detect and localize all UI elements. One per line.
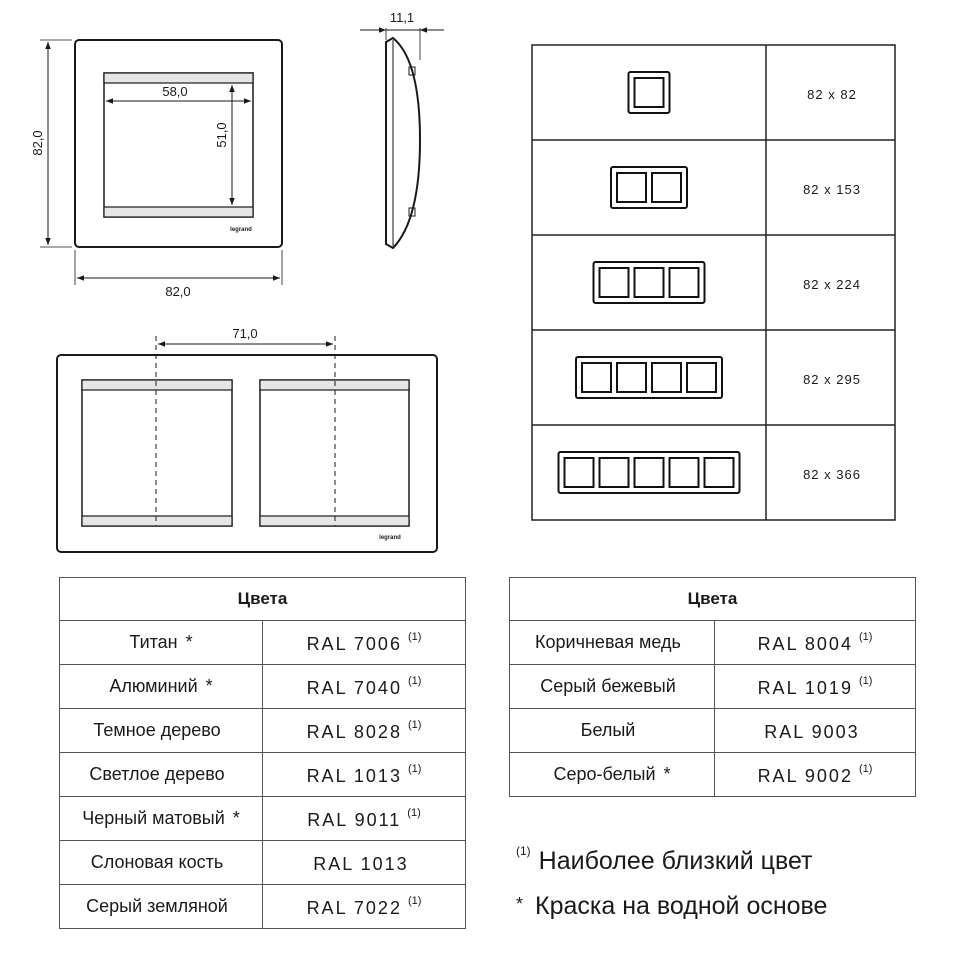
table-row — [60, 797, 466, 841]
frame-side-profile — [360, 28, 444, 248]
dim-depth-label: 11,1 — [389, 10, 415, 25]
table-row — [60, 709, 466, 753]
size-label: 82 x 153 — [803, 182, 861, 197]
ral-code: RAL 7006 — [306, 633, 402, 654]
ral-code: RAL 8004 — [757, 633, 853, 654]
footnote-mark: (1) — [407, 762, 422, 775]
gang-frame-icon — [611, 167, 687, 208]
footnote-mark: (1) — [858, 630, 873, 643]
star-text: Краска на водной основе — [535, 892, 828, 920]
water-based-mark: * — [205, 676, 213, 696]
water-based-mark: * — [185, 632, 193, 652]
color-name: Серо-белый — [553, 764, 656, 784]
ral-code: RAL 8028 — [306, 721, 402, 742]
gang-opening — [617, 363, 646, 392]
dim-frame-height-label: 82,0 — [30, 130, 45, 156]
color-name: Светлое дерево — [89, 764, 225, 784]
color-name: Слоновая кость — [90, 852, 224, 872]
table-row — [510, 621, 916, 665]
ral-code: RAL 9011 — [307, 809, 402, 830]
gang-opening — [565, 458, 594, 487]
gang-opening — [670, 268, 699, 297]
ral-code: RAL 1013 — [306, 765, 402, 786]
water-based-mark: * — [232, 808, 240, 828]
star-note — [516, 883, 827, 928]
table-row — [510, 709, 916, 753]
gang-opening — [652, 173, 681, 202]
size-label: 82 x 224 — [803, 277, 861, 292]
table-row — [510, 753, 916, 797]
dim-frame-width-label: 82,0 — [165, 284, 191, 299]
brand-logo-double: legrand — [379, 535, 401, 541]
colors-table-header: Цвета — [60, 578, 466, 621]
dim-pitch-label: 71,0 — [232, 326, 258, 341]
colors-table-right — [509, 577, 916, 797]
gang-opening — [705, 458, 734, 487]
dim-opening-height-label: 51,0 — [214, 122, 229, 148]
ral-code: RAL 7022 — [306, 897, 402, 918]
gang-opening — [600, 458, 629, 487]
colors-table-header: Цвета — [510, 578, 916, 621]
color-name: Серый бежевый — [540, 676, 676, 696]
footnote-mark: (1) — [858, 674, 873, 687]
color-name: Серый земляной — [86, 896, 228, 916]
ral-code: RAL 1019 — [757, 677, 853, 698]
color-name: Алюминий — [109, 676, 198, 696]
opening-top-strip — [104, 73, 253, 83]
footnote-mark: (1) — [407, 718, 422, 731]
gang-opening — [670, 458, 699, 487]
ral-code: RAL 9003 — [764, 721, 860, 742]
ral-code: RAL 9002 — [757, 765, 853, 786]
ral-code: RAL 1013 — [313, 853, 409, 874]
color-name: Темное дерево — [93, 720, 221, 740]
legend-notes — [516, 830, 827, 928]
gang-opening — [600, 268, 629, 297]
gang-opening — [687, 363, 716, 392]
gang-opening — [582, 363, 611, 392]
color-name: Черный матовый — [82, 808, 225, 828]
gang-opening — [617, 173, 646, 202]
water-based-mark: * — [663, 764, 671, 784]
sizes-table — [532, 45, 895, 520]
table-row — [60, 665, 466, 709]
gang-frame-icon — [629, 72, 670, 113]
footnote-mark: (1) — [407, 630, 422, 643]
size-label: 82 x 82 — [807, 87, 857, 102]
left-opening — [82, 380, 232, 526]
table-row — [60, 753, 466, 797]
color-name: Титан — [129, 632, 178, 652]
footnote-note — [516, 830, 827, 883]
single-frame-front-view — [40, 40, 282, 285]
gang-opening — [635, 458, 664, 487]
gang-opening — [635, 268, 664, 297]
color-name: Белый — [580, 720, 636, 740]
gang-frame-icon — [594, 262, 705, 303]
footnote-mark: (1) — [858, 762, 873, 775]
opening-bottom-strip — [104, 207, 253, 217]
footnote-mark: (1) — [407, 894, 422, 907]
brand-logo: legrand — [230, 227, 252, 233]
table-row — [60, 621, 466, 665]
gang-frame-icon — [559, 452, 740, 493]
footnote-mark: (1) — [407, 674, 422, 687]
table-row — [510, 665, 916, 709]
ral-code: RAL 7040 — [306, 677, 402, 698]
color-name: Коричневая медь — [535, 632, 681, 652]
double-frame-front-view — [57, 336, 437, 552]
footnote-mark: (1) — [407, 806, 421, 819]
footnote-text: Наиболее близкий цвет — [538, 847, 813, 875]
size-label: 82 x 366 — [803, 467, 861, 482]
gang-opening — [652, 363, 681, 392]
star-symbol: * — [516, 894, 524, 914]
gang-frame-icon — [576, 357, 722, 398]
table-row — [60, 885, 466, 929]
gang-opening — [635, 78, 664, 107]
dim-opening-width-label: 58,0 — [162, 84, 188, 99]
table-row — [60, 841, 466, 885]
size-label: 82 x 295 — [803, 372, 861, 387]
footnote-symbol: (1) — [516, 844, 531, 858]
colors-table-left — [59, 577, 466, 929]
